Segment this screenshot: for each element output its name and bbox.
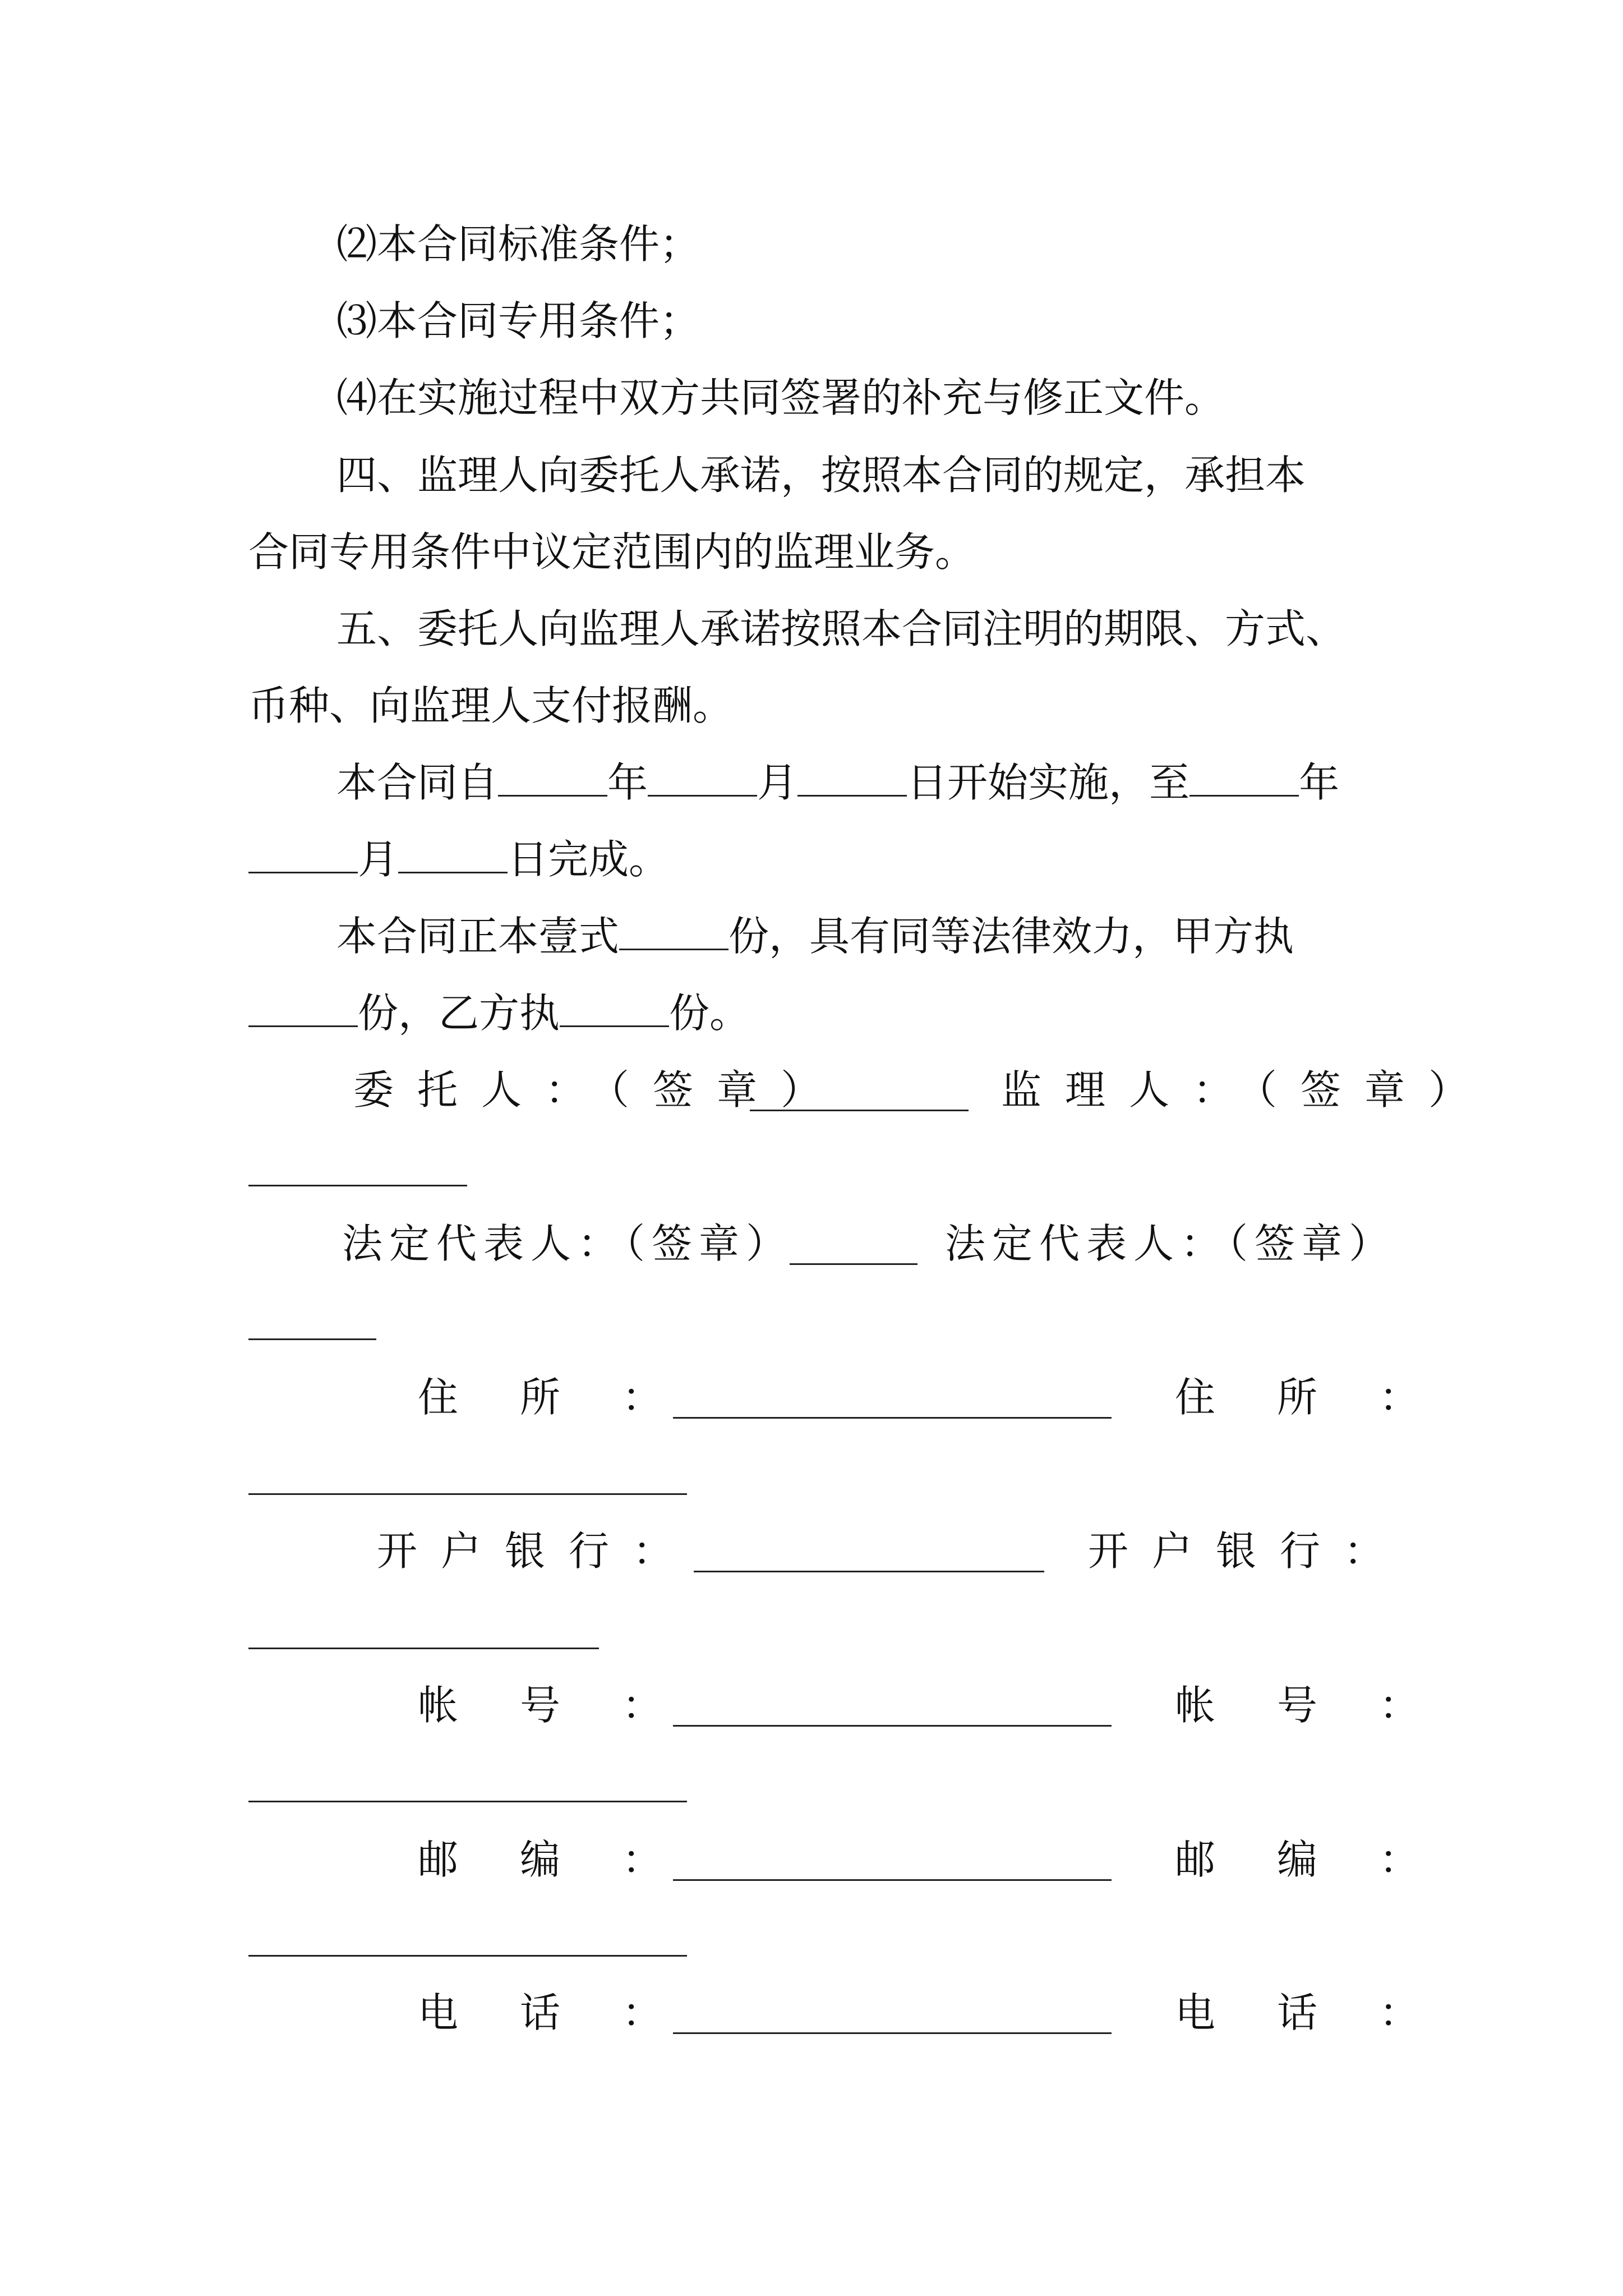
account-left-blank[interactable] [673, 1725, 1112, 1727]
phone-right-label: 电话： [1175, 1989, 1482, 2036]
address-left-label: 住所： [418, 1374, 725, 1421]
account-right-blank[interactable] [248, 1801, 687, 1802]
contract-term-line-1 [336, 757, 1339, 808]
list-item-2: ⑵本合同标准条件； [336, 220, 700, 268]
bank-left-blank[interactable] [694, 1571, 1044, 1572]
client-seal-blank[interactable] [750, 1110, 969, 1111]
copies-end: 份。 [669, 990, 750, 1037]
year-label: 年 [607, 759, 648, 806]
address-right-label: 住所： [1175, 1374, 1482, 1421]
bank-right-blank[interactable] [248, 1648, 599, 1649]
copies-line-1 [336, 911, 1294, 961]
term-start-suffix: 日开始实施，至 [907, 759, 1190, 806]
paragraph-five-line-2: 币种、向监理人支付报酬。 [248, 682, 734, 729]
copies-prefix: 本合同正本壹式 [336, 913, 620, 960]
legal-rep-left-blank[interactable] [790, 1263, 917, 1265]
term-end-suffix: 日完成。 [508, 836, 670, 883]
term-start-prefix: 本合同自 [336, 759, 499, 806]
contract-term-line-2 [248, 834, 669, 885]
copies-mid: 份，具有同等法律效力，甲方执 [728, 913, 1294, 960]
start-month-blank[interactable] [648, 761, 757, 797]
list-item-3: ⑶本合同专用条件； [336, 297, 700, 344]
paragraph-four-line-2: 合同专用条件中议定范围内的监理业务。 [248, 528, 976, 576]
end-month-blank[interactable] [248, 838, 358, 873]
address-left-blank[interactable] [673, 1417, 1112, 1419]
postcode-left-blank[interactable] [673, 1879, 1112, 1881]
month-label: 月 [757, 759, 798, 806]
end-year-label: 年 [1299, 759, 1340, 806]
postcode-left-label: 邮编： [418, 1836, 725, 1883]
legal-rep-right-label: 法定代表人：（签章） [945, 1220, 1396, 1267]
bank-left-label: 开户银行： [377, 1527, 697, 1575]
start-day-blank[interactable] [797, 761, 907, 797]
copies-count-blank[interactable] [619, 915, 728, 950]
paragraph-four-line-1: 四、监理人向委托人承诺，按照本合同的规定，承担本 [336, 452, 1306, 499]
list-item-4: ⑷在实施过程中双方共同签署的补充与修正文件。 [336, 374, 1225, 421]
end-month-label: 月 [358, 836, 399, 883]
account-left-label: 帐号： [418, 1682, 725, 1729]
party-a-copies-blank[interactable] [248, 992, 358, 1027]
phone-left-blank[interactable] [673, 2032, 1112, 2034]
account-right-label: 帐号： [1175, 1682, 1482, 1729]
paragraph-five-line-1: 五、委托人向监理人承诺按照本合同注明的期限、方式、 [336, 605, 1347, 652]
supervisor-seal-blank[interactable] [248, 1185, 467, 1186]
postcode-right-blank[interactable] [248, 1955, 687, 1957]
bank-right-label: 开户银行： [1088, 1527, 1408, 1575]
postcode-right-label: 邮编： [1175, 1836, 1482, 1883]
start-year-blank[interactable] [498, 761, 607, 797]
copies-line-2 [248, 988, 750, 1038]
end-day-blank[interactable] [398, 838, 508, 873]
address-right-blank[interactable] [248, 1493, 687, 1495]
legal-rep-right-blank[interactable] [248, 1338, 376, 1340]
supervisor-seal-label: 监理人：（签章） [1001, 1066, 1493, 1114]
legal-rep-left-label: 法定代表人：（签章） [342, 1220, 794, 1267]
phone-left-label: 电话： [418, 1989, 725, 2036]
client-seal-label: 委托人：（签章） [353, 1066, 845, 1114]
end-year-blank[interactable] [1189, 761, 1299, 797]
party-b-copies-blank[interactable] [560, 992, 669, 1027]
copies-party-b: 份，乙方执 [358, 990, 560, 1037]
